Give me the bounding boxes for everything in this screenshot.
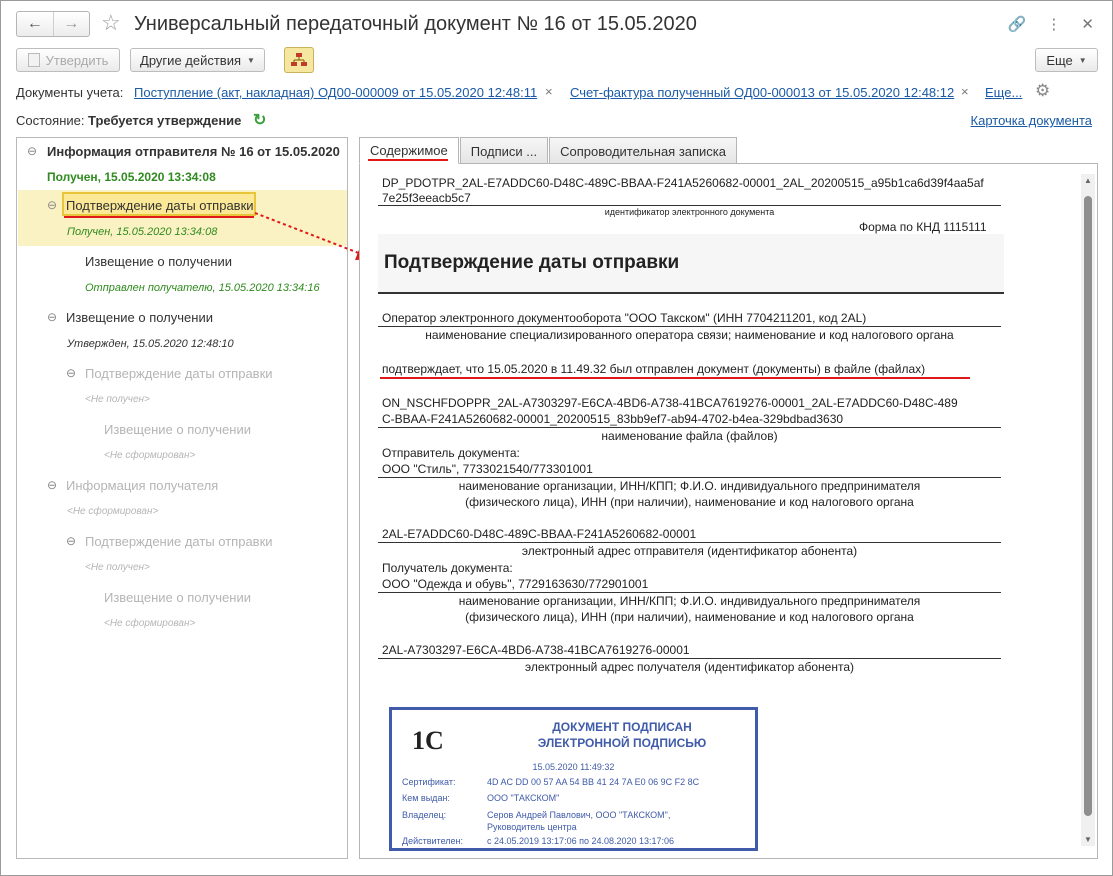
refresh-icon[interactable]: ↻ (253, 112, 267, 129)
sender-address: 2AL-E7ADDC60-D48C-489C-BBAA-F241A5260682-00001 (382, 527, 697, 541)
e-signature-stamp (389, 707, 758, 851)
receiver-caption2: (физического лица), ИНН (при наличии), наименование и код налогового органа (465, 610, 914, 624)
receiver-label: Получатель документа: (382, 561, 513, 575)
operator-caption: наименование специализированного оператора связи; наименование и код налогового органа (425, 328, 954, 342)
window-controls (1008, 15, 1094, 33)
gear-icon[interactable]: ⚙ (1035, 81, 1051, 100)
other-actions-label: Другие действия (140, 52, 242, 68)
tree-node-status: Отправлен получателю, 15.05.2020 13:34:16 (85, 282, 320, 294)
scrollbar-thumb[interactable] (1084, 196, 1092, 816)
stamp-owner-value1: Серов Андрей Павлович, ООО "ТАКСКОМ", (487, 810, 671, 820)
tree-node-receipt-notice[interactable]: Извещение о получении (85, 254, 232, 269)
document-page (360, 164, 1080, 859)
menu-dots-icon[interactable]: ⋮ (1046, 16, 1062, 33)
stamp-owner-value2: Руководитель центра (487, 822, 577, 832)
tree-node-status: <Не сформирован> (67, 506, 159, 517)
1c-logo-text: 1С (412, 726, 444, 755)
close-icon[interactable]: ✕ (1081, 16, 1094, 33)
tab-signatures[interactable] (460, 137, 548, 164)
stamp-cert-value: 4D AC DD 00 57 AA 54 BB 41 24 7A E0 06 9C F2 8C (487, 777, 700, 787)
tree-node-receipt-notice[interactable]: Извещение о получении (66, 310, 213, 325)
forward-arrow-icon[interactable]: → (53, 12, 90, 36)
stamp-issuer-label: Кем выдан: (402, 793, 450, 803)
sender-caption1: наименование организации, ИНН/КПП; Ф.И.О. индивидуального предпринимателя (458, 479, 921, 493)
remove-doc-icon[interactable]: × (545, 84, 553, 99)
tree-node-send-date-confirmation[interactable]: Подтверждение даты отправки (66, 198, 254, 213)
tab-cover-note-label: Сопроводительная записка (560, 143, 727, 159)
doc-id-caption: идентификатор электронного документа (604, 207, 775, 217)
divider (378, 542, 1001, 543)
file-name-line1: ON_NSCHFDOPPR_2AL-A7303297-E6CA-4BD6-A738-41BCA7619276-00001_2AL-E7ADDC60-D48C-489 (382, 396, 958, 410)
other-actions-button[interactable] (130, 48, 265, 72)
collapse-icon[interactable]: ⊖ (66, 534, 77, 548)
tab-signatures-label: Подписи ... (470, 143, 538, 159)
stamp-date: 15.05.2020 11:49:32 (532, 762, 615, 772)
tree-node-receipt-notice[interactable]: Извещение о получении (104, 590, 251, 605)
chevron-down-icon: ▼ (1078, 55, 1087, 65)
tree-node-status: <Не сформирован> (104, 618, 196, 629)
tree-node-status: <Не получен> (85, 562, 150, 573)
red-underline-marker (64, 216, 254, 218)
divider (378, 477, 1001, 478)
confirms-line: подтверждает, что 15.05.2020 в 11.49.32 был отправлен документ (документы) в файле (файлах) (382, 362, 926, 376)
approve-doc-icon (28, 53, 40, 67)
stamp-line1: ДОКУМЕНТ ПОДПИСАН (552, 720, 692, 734)
hierarchy-icon (290, 52, 308, 68)
remove-doc-icon[interactable]: × (961, 84, 969, 99)
collapse-icon[interactable]: ⊖ (27, 144, 38, 158)
collapse-icon[interactable]: ⊖ (47, 310, 58, 324)
doc-heading-box (378, 234, 1004, 294)
doc-heading: Подтверждение даты отправки (384, 252, 680, 273)
tree-root-status: Получен, 15.05.2020 13:34:08 (47, 170, 216, 184)
collapse-icon[interactable]: ⊖ (47, 478, 58, 492)
stamp-valid-value: с 24.05.2019 13:17:06 по 24.08.2020 13:17:06 (487, 836, 675, 846)
scroll-up-icon[interactable]: ▲ (1084, 176, 1092, 185)
favorite-star-icon[interactable]: ☆ (101, 10, 121, 35)
stamp-valid-label: Действителен: (402, 836, 464, 846)
more-button-label: Еще (1046, 52, 1073, 68)
tree-node-receiver-info[interactable]: Информация получателя (66, 478, 219, 493)
tree-node-status: Получен, 15.05.2020 13:34:08 (67, 226, 218, 238)
vertical-scrollbar[interactable] (1081, 174, 1095, 846)
tree-node-status: <Не сформирован> (104, 450, 196, 461)
operator-line: Оператор электронного документооборота "ООО Такском" (ИНН 7704211201, код 2AL) (382, 311, 867, 325)
sender-value: ООО "Стиль", 7733021540/773301001 (382, 462, 593, 476)
doc-id-line2: 7e25f3eeacb5c7 (382, 191, 471, 205)
tree-node-send-date-confirmation[interactable]: Подтверждение даты отправки (85, 366, 273, 381)
nav-buttons (16, 11, 90, 37)
more-docs-link[interactable]: Еще... (985, 85, 1023, 100)
title-bar (1, 1, 1112, 45)
divider (378, 592, 1001, 593)
file-name-line2: C-BBAA-F241A5260682-00001_20200515_83bb9ef7-ab94-4702-b4ea-329bdbad3630 (382, 412, 844, 426)
state-value: Требуется утверждение (88, 113, 242, 128)
red-underline-marker (368, 159, 448, 161)
receiver-caption1: наименование организации, ИНН/КПП; Ф.И.О. индивидуального предпринимателя (458, 594, 921, 608)
back-arrow-icon[interactable]: ← (26, 15, 43, 32)
tab-content-label: Содержимое (370, 143, 448, 158)
collapse-icon[interactable]: ⊖ (66, 366, 77, 380)
doc-id-line1: DP_PDOTPR_2AL-E7ADDC60-D48C-489C-BBAA-F241A5260682-00001_2AL_20200515_a95b1ca6d39f4aa5af (382, 176, 984, 190)
window-title: Универсальный передаточный документ № 16 от 15.05.2020 (134, 13, 697, 35)
more-button[interactable] (1035, 48, 1098, 72)
file-name-caption: наименование файла (файлов) (601, 429, 778, 443)
link-icon[interactable]: 🔗 (1007, 16, 1027, 33)
tree-root-title[interactable]: Информация отправителя № 16 от 15.05.2020 (47, 144, 340, 159)
sender-caption2: (физического лица), ИНН (при наличии), наименование и код налогового органа (465, 495, 914, 509)
tab-cover-note[interactable] (549, 137, 737, 164)
tree-node-status: Утвержден, 15.05.2020 12:48:10 (67, 338, 234, 350)
structure-button[interactable] (284, 47, 314, 73)
accounting-doc-link-invoice[interactable]: Счет-фактура полученный ОД00-000013 от 15.05.2020 12:48:12 (570, 85, 955, 100)
sender-address-caption: электронный адрес отправителя (идентификатор абонента) (521, 544, 858, 558)
collapse-icon[interactable]: ⊖ (47, 198, 58, 212)
divider (378, 205, 1001, 206)
tree-node-status: <Не получен> (85, 394, 150, 405)
divider (378, 326, 1001, 327)
accounting-docs-label: Документы учета: (16, 85, 124, 100)
tree-node-receipt-notice[interactable]: Извещение о получении (104, 422, 251, 437)
stamp-issuer-value: ООО "ТАКСКОМ" (487, 793, 560, 803)
stamp-line2: ЭЛЕКТРОННОЙ ПОДПИСЬЮ (537, 736, 707, 750)
divider (378, 427, 1001, 428)
form-code: Форма по КНД 1115111 (859, 220, 987, 234)
tree-node-send-date-confirmation[interactable]: Подтверждение даты отправки (85, 534, 273, 549)
state-label: Состояние: (16, 113, 85, 128)
stamp-owner-label: Владелец: (402, 810, 447, 820)
divider (378, 658, 1001, 659)
receiver-value: ООО "Одежда и обувь", 7729163630/772901001 (382, 577, 649, 591)
approve-button-label: Утвердить (45, 52, 109, 68)
receiver-address-caption: электронный адрес получателя (идентификатор абонента) (524, 660, 854, 674)
document-card-link[interactable]: Карточка документа (970, 113, 1092, 128)
sender-label: Отправитель документа: (382, 446, 520, 460)
stamp-cert-label: Сертификат: (402, 777, 456, 787)
approve-button[interactable] (16, 48, 120, 72)
document-viewer (359, 163, 1098, 859)
1c-logo (412, 726, 444, 756)
chevron-down-icon: ▼ (247, 55, 255, 65)
receiver-address: 2AL-A7303297-E6CA-4BD6-A738-41BCA7619276-00001 (382, 643, 690, 657)
scroll-down-icon[interactable]: ▼ (1084, 835, 1092, 844)
accounting-doc-link-receipt[interactable]: Поступление (акт, накладная) ОД00-000009 от 15.05.2020 12:48:11 (134, 85, 538, 100)
red-underline-marker (380, 377, 970, 379)
